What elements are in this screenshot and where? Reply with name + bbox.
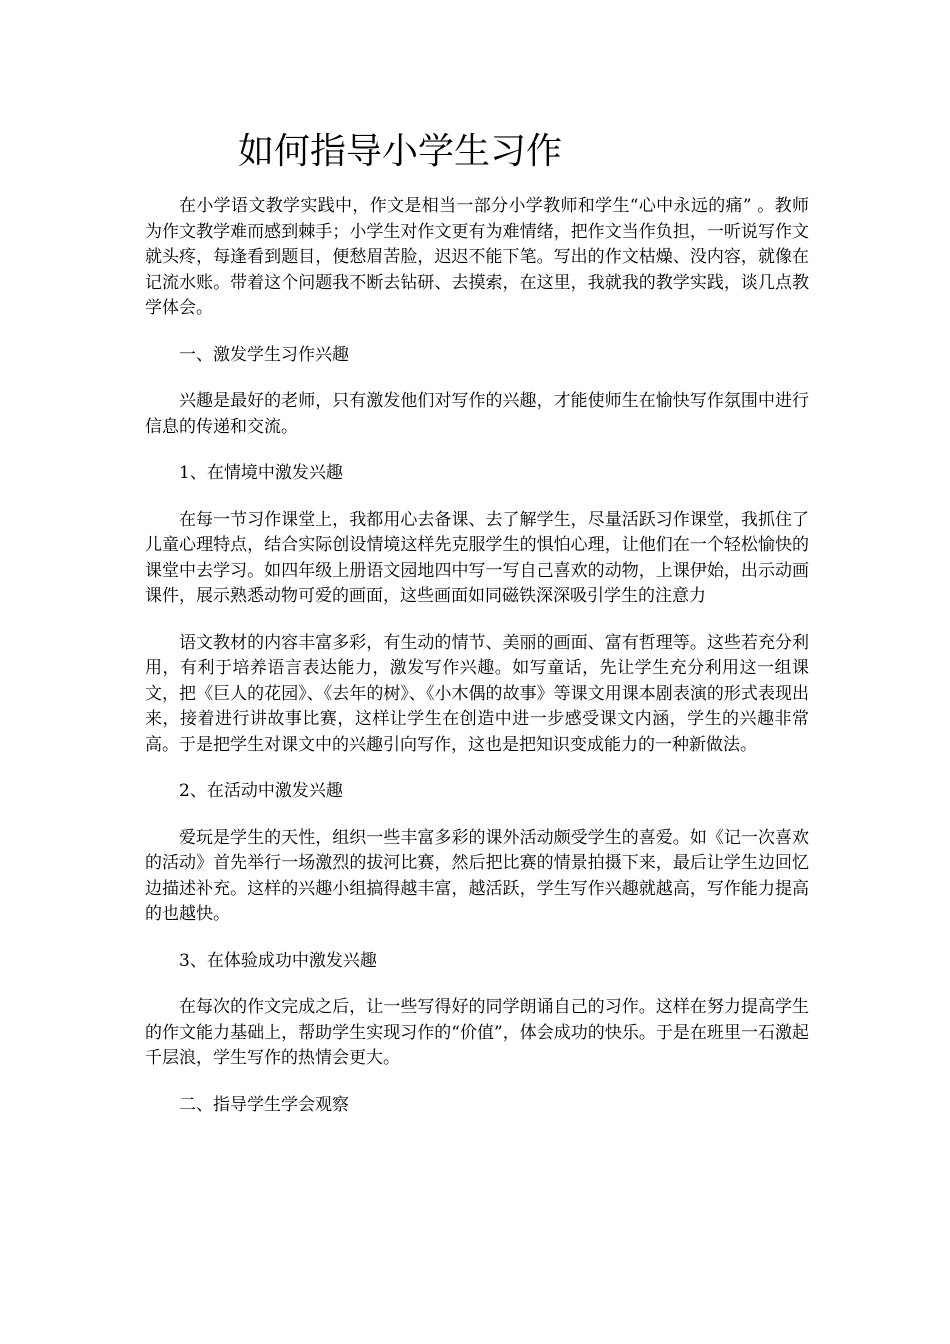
document-title: 如何指导小学生习作 [238, 131, 563, 172]
document-body [145, 194, 809, 1139]
body-paragraph: 在每次的作文完成之后，让一些写得好的同学朗诵自己的习作。这样在努力提高学生的作文能力基础上，帮助学生实现习作的“价值”，体会成功的快乐。于是在班里一石激起千层浪，学生写作的热情会更大。 [145, 997, 809, 1068]
body-paragraph: 爱玩是学生的天性，组织一些丰富多彩的课外活动颇受学生的喜爱。如《记一次喜欢的活动》首先举行一场激烈的拔河比赛，然后把比赛的情景拍摄下来，最后让学生边回忆边描述补充。这样的兴趣小组搞得越丰富，越活跃，学生写作兴趣就越高，写作能力提高的也越快。 [145, 827, 809, 924]
subsection-heading-1: 1、在情境中激发兴趣 [179, 463, 343, 483]
subsection-heading-2: 2、在活动中激发兴趣 [179, 781, 343, 801]
body-paragraph: 兴趣是最好的老师，只有激发他们对写作的兴趣，才能使师生在愉快写作氛围中进行信息的传递和交流。 [145, 391, 809, 437]
body-paragraph: 在每一节习作课堂上，我都用心去备课、去了解学生，尽量活跃习作课堂，我抓住了儿童心理特点，结合实际创设情境这样先克服学生的惧怕心理，让他们在一个轻松愉快的课堂中去学习。如四年级上册语文园地四中写一写自己喜欢的动物，上课伊始，出示动画课件，展示熟悉动物可爱的画面，这些画面如同磁铁深深吸引学生的注意力 [145, 509, 809, 606]
section-heading-2: 二、指导学生学会观察 [179, 1094, 349, 1115]
subsection-heading-3: 3、在体验成功中激发兴趣 [179, 950, 377, 971]
intro-paragraph: 在小学语文教学实践中，作文是相当一部分小学教师和学生“心中永远的痛” 。教师为作文教学难而感到棘手；小学生对作文更有为难情绪，把作文当作负担，一听说写作文就头疼，每逢看到题目，便愁眉苦脸，迟迟不能下笔。写出的作文枯燥、没内容，就像在记流水账。带着这个问题我不断去钻研、去摸索，在这里，我就我的教学实践，谈几点教学体会。 [145, 196, 809, 318]
body-paragraph: 语文教材的内容丰富多彩，有生动的情节、美丽的画面、富有哲理等。这些若充分利用，有利于培养语言表达能力，激发写作兴趣。如写童话，先让学生充分利用这一组课文，把《巨人的花园》、《去年的树》、《小木偶的故事》等课文用课本剧表演的形式表现出来，接着进行讲故事比赛，这样让学生在创造中进一步感受课文内涵，学生的兴趣非常高。于是把学生对课文中的兴趣引向写作，这也是把知识变成能力的一种新做法。 [145, 632, 809, 755]
section-heading-1: 一、激发学生习作兴趣 [179, 344, 349, 365]
